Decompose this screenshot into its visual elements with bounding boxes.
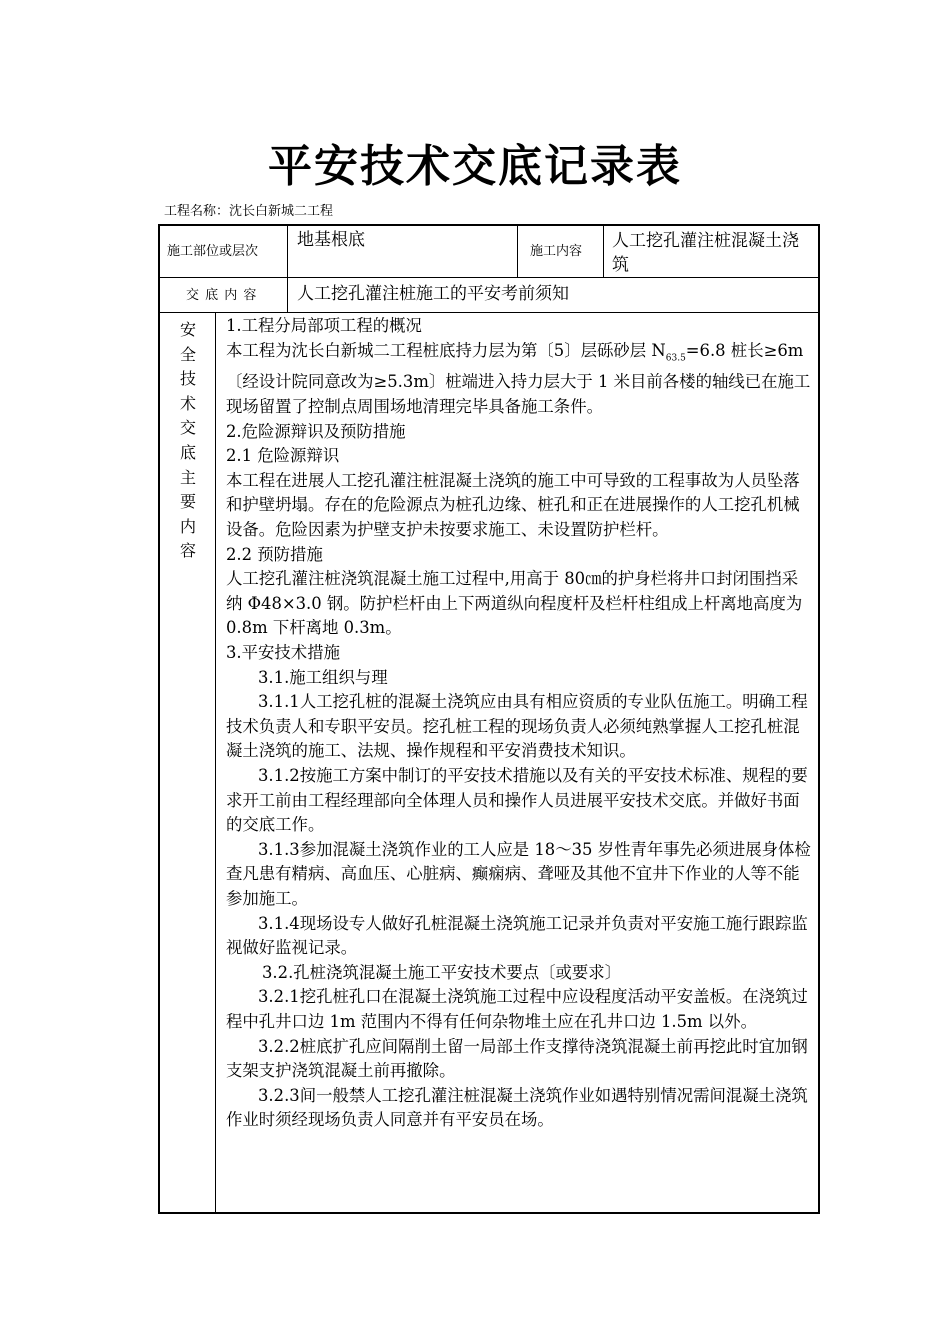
section-2-1-text: 本工程在进展人工挖孔灌注桩混凝土浇筑的施工中可导致的工程事故为人员坠落和护壁坍塌。存在的危险源点为桩孔边缘、桩孔和正在进展操作的人工挖孔机械设备。危险因素为护壁支护未按要求施工、未设置防护栏杆。 [226,470,800,540]
project-label: 工程名称： [164,204,230,219]
section-2-1-title: 2.1 危险源辩识 [226,446,340,466]
section-3-1-1: 3.1.1人工挖孔桩的混凝土浇筑应由具有相应资质的专业队伍施工。明确工程技术负责人和专职平安员。挖孔桩工程的现场负责人必须纯熟掌握人工挖孔桩混凝土浇筑的施工、法规、操作规程和平安消费技术知识。 [226,692,808,761]
content-value: 人工挖孔灌注桩混凝土浇筑 [612,231,799,275]
side-char: 交 [179,418,196,438]
side-char: 技 [179,369,196,389]
section-3-2-3: 3.2.3间一般禁人工挖孔灌注桩混凝土浇筑作业如遇特别情况需间混凝土浇筑作业时须经现场负责人同意并有平安员在场。 [226,1085,808,1130]
column-divider [517,225,518,277]
side-char: 要 [179,492,196,512]
section-2-2-text: 人工挖孔灌注桩浇筑混凝土施工过程中,用高于 80㎝的护身栏将井口封闭围挡采纳 Φ48×3.0 钢。防护栏杆由上下两道纵向程度杆及栏杆柱组成上杆离地高度为 0.8m 下杆离地 0.3m。 [226,569,803,638]
disclosure-body [226,314,811,1133]
disclosure-label: 交 底 内 容 [186,288,258,303]
page-title: 平安技术交底记录表 [268,141,682,192]
side-char: 主 [179,467,196,487]
column-divider [215,312,216,1212]
column-divider [603,225,604,277]
side-char: 术 [179,393,196,413]
side-char: 容 [179,541,196,561]
section-1-title: 1.工程分局部项工程的概况 [226,316,422,335]
side-label [166,318,210,564]
section-2-title: 2.危险源辩识及预防措施 [226,421,406,441]
part-value: 地基根底 [297,230,365,250]
content-label: 施工内容 [530,244,583,259]
project-value: 沈长白新城二工程 [229,204,334,219]
project-name [164,203,333,221]
section-3-1-3: 3.1.3参加混凝土浇筑作业的工人应是 18～35 岁性青年事先必须进展身体检查凡患有精病、高血压、心脏病、癫痫病、聋哑及其他不宜井下作业的人等不能参加施工。 [226,839,811,908]
section-3-title: 3.平安技术措施 [226,643,340,662]
section-3-1-2: 3.1.2按施工方案中制订的平安技术措施以及有关的平安技术标准、规程的要求开工前由工程经理部向全体理人员和操作人员进展平安技术交底。并做好书面的交底工作。 [226,765,808,835]
column-divider [287,225,288,312]
section-3-2-title: 3.2.孔桩浇筑混凝土施工平安技术要点〔或要求〕 [262,962,622,982]
section-1-text: 本工程为沈长白新城二工程桩底持力层为第〔5〕层砾砂层 $N_{63.5}=6.8$ 桩长≥6m〔经设计院同意改为≥5.3m〕桩端进入持力层大于 1 米目前各楼的轴线已在施工现场留置了控制点周围场地清理完毕具备施工条件。 [226,340,811,417]
section-3-1-4: 3.1.4现场设专人做好孔桩混凝土浇筑施工记录并负责对平安施工施行跟踪监视做好监视记录。 [226,913,808,958]
side-char: 全 [179,344,196,364]
section-3-2-1: 3.2.1挖孔桩孔口在混凝土浇筑施工过程中应设程度活动平安盖板。在浇筑过程中孔井口边 1m 范围内不得有任何杂物堆土应在孔井口边 1.5m 以外。 [226,987,808,1031]
n-subscript: 63.5 [665,352,686,363]
section-3-1-title: 3.1.施工组织与理 [258,667,388,687]
section-2-2-title: 2.2 预防措施 [226,544,323,564]
row-divider [158,277,820,278]
side-char: 内 [179,516,196,536]
row-divider [158,312,820,313]
disclosure-value: 人工挖孔灌注桩施工的平安考前须知 [297,284,569,304]
section-3-2-2: 3.2.2桩底扩孔应间隔削土留一局部土作支撑待浇筑混凝土前再挖此时宜加钢支架支护浇筑混凝土前再撤除。 [226,1036,808,1081]
side-char: 安 [179,320,196,339]
part-label: 施工部位或层次 [167,244,259,259]
side-char: 底 [179,442,196,462]
